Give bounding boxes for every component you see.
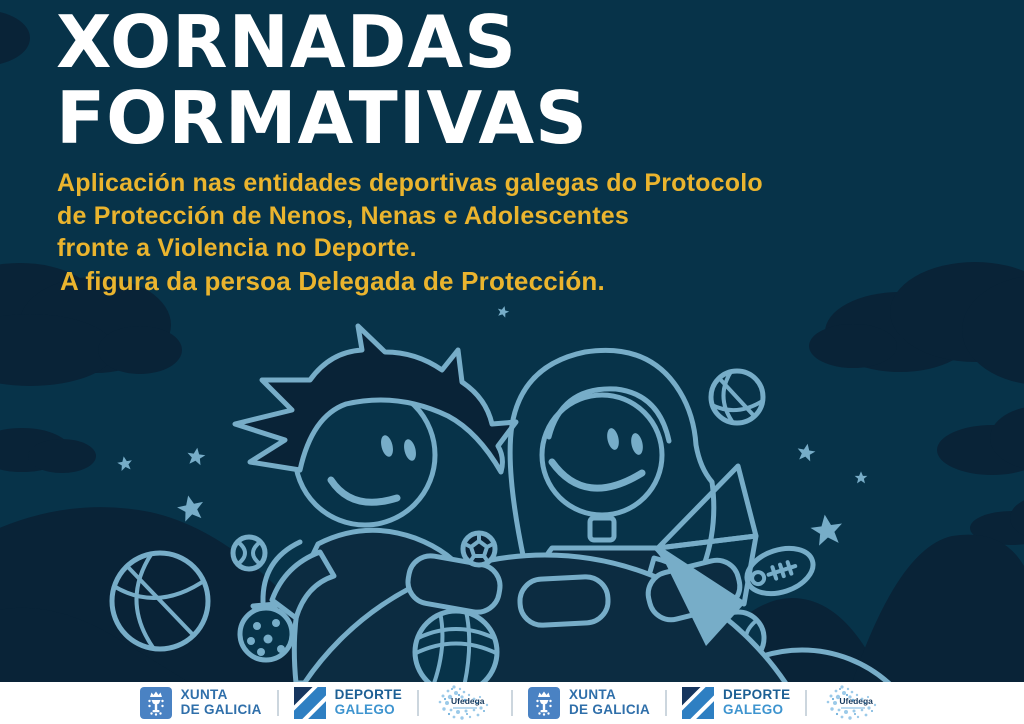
ufedega-label: Ufedega [451, 696, 485, 706]
footer-separator [805, 690, 807, 716]
subtitle-line1: Aplicación nas entidades deportivas galegas do Protocolo [57, 169, 763, 197]
subtitle-line3: fronte a Violencia no Deporte. [57, 234, 417, 262]
deporte-label-line2: GALEGO [723, 702, 784, 717]
volleyball-icon [412, 611, 500, 683]
poster-title [56, 0, 588, 161]
deporte-label-line2: GALEGO [334, 702, 395, 717]
xunta-label-line1: XUNTA [569, 687, 616, 703]
xunta-label-line2: DE GALICIA [180, 702, 262, 717]
basketball-icon-right [710, 370, 764, 424]
soccer-ball-icon [463, 533, 495, 565]
xunta-de-galicia-logo [528, 687, 650, 719]
deporte-label-line1: DEPORTE [723, 687, 791, 703]
ufedega-subline [841, 707, 865, 709]
deporte-galego-icon [682, 687, 714, 719]
poster-tagline: A figura da persoa Delegada de Protección. [60, 266, 605, 296]
xunta-emblem-icon [140, 687, 172, 719]
footer-separator [277, 690, 279, 716]
footer-logo-bar [0, 682, 1024, 724]
poster-subtitle [57, 167, 763, 265]
tennis-ball-icon-left [233, 537, 265, 569]
ufedega-logo [434, 683, 496, 723]
xunta-label-line2: DE GALICIA [569, 702, 651, 717]
deporte-label-line1: DEPORTE [334, 687, 402, 703]
xunta-emblem-icon [528, 687, 560, 719]
footer-separator [511, 690, 513, 716]
deporte-galego-icon [294, 687, 326, 719]
ufedega-label: Ufedega [839, 696, 873, 706]
xunta-de-galicia-logo [140, 687, 262, 719]
subtitle-line2: de Protección de Nenos, Nenas e Adolescentes [57, 201, 629, 230]
deporte-galego-logo [294, 687, 402, 719]
deporte-galego-logo [682, 687, 790, 719]
footer-separator [665, 690, 667, 716]
poster-title-line2: FORMATIVAS [56, 76, 588, 161]
ufedega-subline [453, 707, 477, 709]
footer-separator [417, 690, 419, 716]
ufedega-logo [822, 683, 884, 723]
poster-title-line1: XORNADAS [56, 0, 517, 84]
xunta-label-line1: XUNTA [180, 687, 228, 703]
